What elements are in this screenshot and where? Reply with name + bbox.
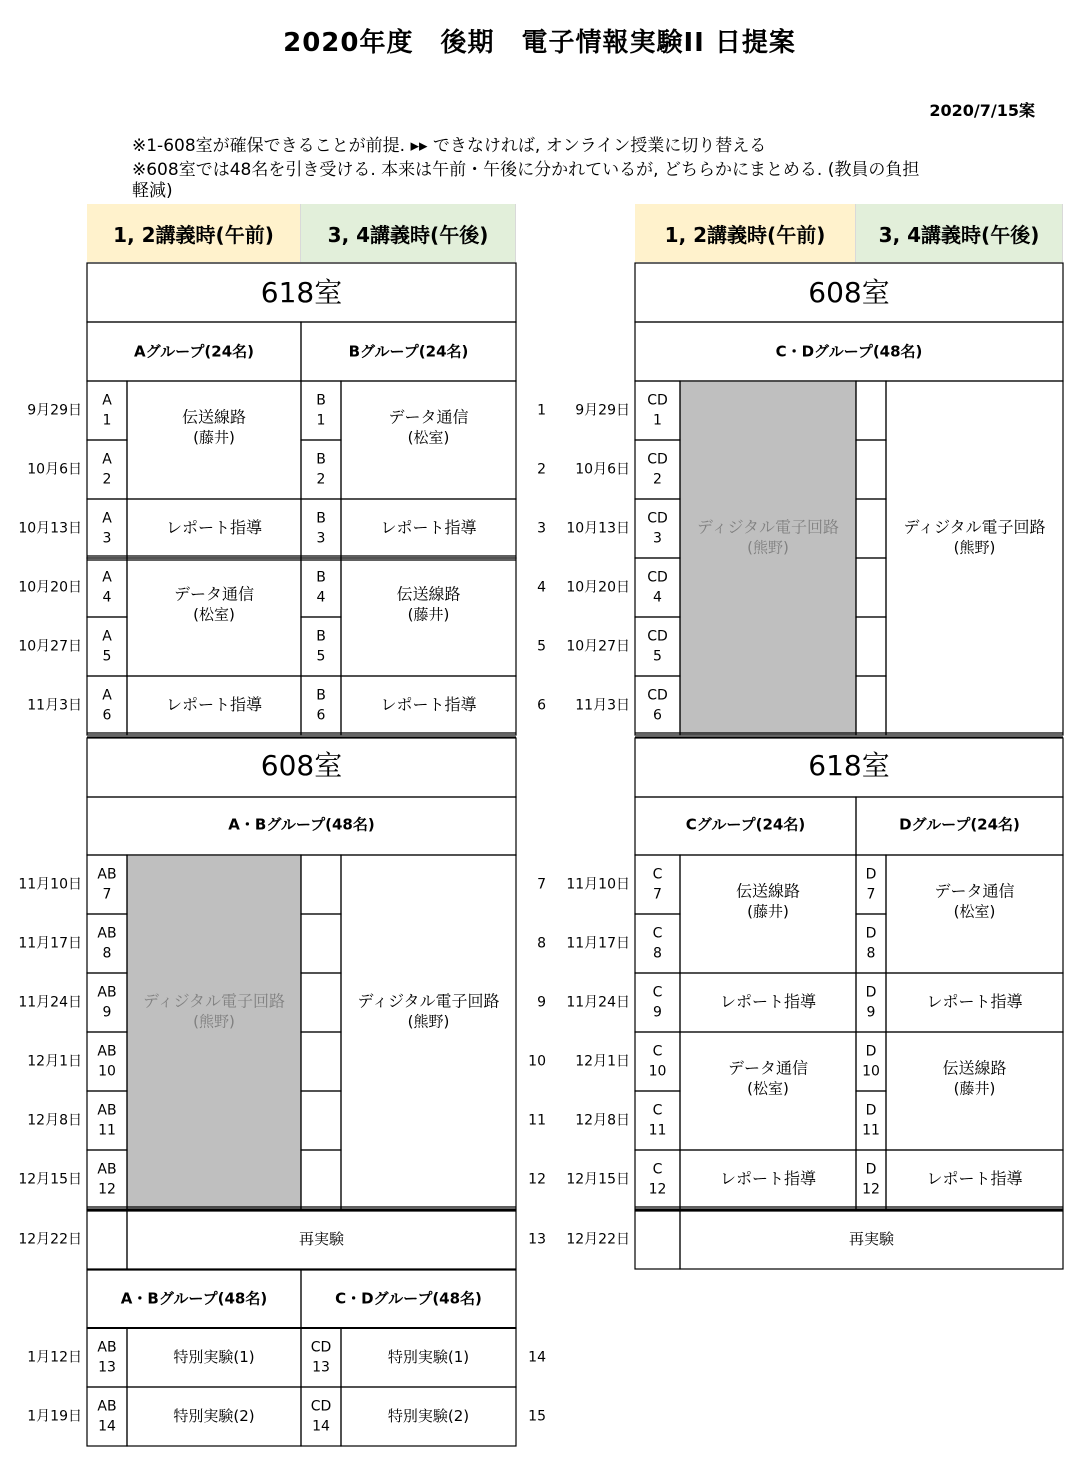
right-c-subject-title: 伝送線路	[735, 881, 801, 901]
code-cell	[635, 558, 680, 617]
d-code-number: 11	[862, 1122, 880, 1139]
right-d-subject-teacher: (藤井)	[953, 1079, 996, 1098]
a-code-number: 6	[102, 707, 112, 724]
b-code-letter: B	[316, 569, 326, 586]
ab-code-letter: AB	[97, 1161, 117, 1178]
blank-cell	[301, 1150, 341, 1209]
right-room1-label: 608室	[808, 276, 890, 309]
date-label: 10月13日	[18, 520, 82, 537]
b-code-letter: B	[316, 628, 326, 645]
c-code-number: 9	[653, 1004, 662, 1021]
b-code-number: 1	[316, 412, 326, 429]
c-code-letter: C	[652, 984, 663, 1001]
code-cell	[87, 1328, 127, 1387]
a-code-number: 2	[102, 471, 112, 488]
code-cell	[856, 1091, 886, 1150]
session-number: 15	[528, 1408, 546, 1425]
session-number: 1	[537, 402, 546, 419]
right-groupD-label: Dグループ(24名)	[899, 815, 1020, 834]
right-c-subject-title: レポート指導	[719, 1169, 817, 1188]
date-label: 12月8日	[575, 1112, 630, 1129]
code-cell	[635, 617, 680, 676]
right-pm-header: 3, 4講義時(午後)	[856, 204, 1063, 262]
d-code-number: 8	[866, 945, 876, 962]
cd-code-number: 3	[653, 530, 662, 547]
code-cell	[635, 381, 680, 440]
session-number: 9	[537, 994, 546, 1011]
special-subject: 特別実験(1)	[387, 1348, 470, 1366]
a-code-letter: A	[102, 569, 112, 586]
code-cell	[301, 558, 341, 617]
a-code-letter: A	[102, 628, 112, 645]
special-cd-code-number: 13	[312, 1359, 330, 1376]
note-line-1: ※1-608室が確保できることが前提. ▸▸ できなければ, オンライン授業に切り替える	[132, 136, 767, 156]
left-b-subject-title: レポート指導	[380, 695, 477, 714]
code-cell	[856, 1150, 886, 1209]
digital-pm-cell	[341, 855, 516, 1209]
a-code-letter: A	[102, 510, 112, 527]
c-code-number: 8	[653, 945, 662, 962]
code-cell	[635, 914, 680, 973]
left-digital-am-teacher: (熊野)	[193, 1012, 235, 1031]
b-code-number: 5	[316, 648, 326, 665]
cd-code-letter: CD	[647, 392, 668, 409]
blank-cell	[856, 440, 886, 499]
blank-cell	[856, 499, 886, 558]
date-label: 1月12日	[27, 1349, 82, 1366]
cd-code-letter: CD	[647, 451, 668, 468]
code-cell	[301, 440, 341, 499]
d-code-letter: D	[865, 925, 877, 942]
a-code-number: 1	[102, 412, 112, 429]
code-cell	[87, 1091, 127, 1150]
cd-code-letter: CD	[647, 569, 668, 586]
blank-cell	[301, 855, 341, 914]
date-label: 10月13日	[566, 520, 630, 537]
digital-am-cell	[127, 855, 301, 1209]
right-c-subject-title: データ通信	[727, 1058, 809, 1078]
a-code-letter: A	[102, 392, 112, 409]
right-d-subject-title: 伝送線路	[942, 1058, 1007, 1078]
cd-code-letter: CD	[647, 687, 668, 704]
b-code-letter: B	[316, 392, 326, 409]
date-label: 11月24日	[566, 994, 630, 1011]
code-cell	[856, 855, 886, 914]
left-groupB-label: Bグループ(24名)	[348, 342, 469, 361]
blank-cell	[301, 914, 341, 973]
date-label: 10月27日	[18, 638, 82, 655]
left-a-subject-title: 伝送線路	[181, 407, 247, 427]
right-digital-am-title: ディジタル電子回路	[696, 517, 840, 537]
left-groupA-label: Aグループ(24名)	[134, 342, 254, 361]
code-cell	[87, 617, 127, 676]
right-groupC-label: Cグループ(24名)	[685, 815, 806, 834]
c-code-number: 11	[648, 1122, 667, 1139]
ab-code-number: 11	[98, 1122, 116, 1139]
special-ab-code-letter: AB	[97, 1398, 117, 1415]
cd-code-letter: CD	[647, 510, 668, 527]
left-a-subject-teacher: (松室)	[193, 605, 235, 624]
left-b-subject-title: レポート指導	[380, 518, 477, 537]
left-b-subject-title: 伝送線路	[396, 584, 461, 604]
ab-code-letter: AB	[97, 1043, 117, 1060]
session-number: 12	[528, 1171, 546, 1188]
b-code-number: 3	[316, 530, 326, 547]
left-am-header: 1, 2講義時(午前)	[87, 204, 301, 262]
right-c-subject-teacher: (藤井)	[747, 902, 789, 921]
cd-code-number: 1	[653, 412, 662, 429]
code-cell	[856, 1032, 886, 1091]
right-groupCD-label: C・Dグループ(48名)	[775, 342, 923, 361]
c-code-number: 12	[648, 1181, 667, 1198]
left-digital-pm-teacher: (熊野)	[407, 1012, 450, 1031]
code-cell	[856, 973, 886, 1032]
session-number: 7	[537, 876, 546, 893]
session-number: 4	[537, 579, 546, 596]
ab-code-letter: AB	[97, 866, 117, 883]
code-cell	[856, 914, 886, 973]
digital-am-cell	[680, 381, 856, 735]
right-d-subject-title: レポート指導	[926, 1169, 1023, 1188]
cd-code-letter: CD	[647, 628, 668, 645]
ab-code-number: 8	[102, 945, 112, 962]
blank-cell	[301, 1032, 341, 1091]
date-label: 1月19日	[27, 1408, 82, 1425]
code-cell	[87, 676, 127, 735]
right-room2-label: 618室	[808, 749, 890, 782]
a-code-letter: A	[102, 451, 112, 468]
right-c-subject-title: レポート指導	[719, 992, 817, 1011]
date-label: 12月8日	[27, 1112, 82, 1129]
special-ab-code-letter: AB	[97, 1339, 117, 1356]
special-ab-code-number: 13	[98, 1359, 116, 1376]
d-code-letter: D	[865, 1161, 877, 1178]
ab-code-letter: AB	[97, 984, 117, 1001]
blank-cell	[635, 1210, 680, 1269]
special-cd-code-letter: CD	[310, 1339, 332, 1356]
left-retest-label: 再実験	[298, 1230, 345, 1248]
left-b-subject-title: データ通信	[388, 407, 469, 427]
date-label: 10月27日	[566, 638, 630, 655]
c-code-letter: C	[652, 925, 663, 942]
c-code-letter: C	[652, 866, 663, 883]
session-number: 2	[537, 461, 546, 478]
code-cell	[301, 617, 341, 676]
code-cell	[87, 855, 127, 914]
date-label: 12月1日	[27, 1053, 82, 1070]
left-room2-label: 608室	[260, 749, 343, 782]
blank-cell	[856, 617, 886, 676]
blank-cell	[301, 1091, 341, 1150]
code-cell	[87, 558, 127, 617]
d-code-number: 7	[866, 886, 876, 903]
code-cell	[301, 1328, 341, 1387]
date-label: 11月10日	[18, 876, 82, 893]
code-cell	[87, 1387, 127, 1446]
date-label: 11月17日	[18, 935, 82, 952]
special-ab-code-number: 14	[98, 1418, 116, 1435]
right-d-subject-title: レポート指導	[926, 992, 1023, 1011]
right-retest-label: 再実験	[848, 1230, 895, 1248]
page-title: 2020年度 後期 電子情報実験II 日提案	[283, 28, 796, 58]
d-code-number: 9	[866, 1004, 876, 1021]
b-code-number: 6	[316, 707, 326, 724]
a-code-letter: A	[102, 687, 112, 704]
date-label: 10月6日	[575, 461, 630, 478]
code-cell	[87, 1032, 127, 1091]
cd-code-number: 4	[653, 589, 662, 606]
session-number: 13	[528, 1231, 546, 1248]
right-c-subject-teacher: (松室)	[747, 1079, 789, 1098]
cd-code-number: 6	[653, 707, 662, 724]
left-pm-header: 3, 4講義時(午後)	[301, 204, 516, 262]
c-code-number: 7	[653, 886, 662, 903]
left-a-subject-teacher: (藤井)	[193, 428, 235, 447]
revision-date: 2020/7/15案	[929, 101, 1035, 120]
code-cell	[87, 973, 127, 1032]
session-number: 3	[537, 520, 546, 537]
b-code-number: 4	[316, 589, 326, 606]
ab-code-letter: AB	[97, 1102, 117, 1119]
code-cell	[301, 1387, 341, 1446]
blank-cell	[856, 381, 886, 440]
date-label: 12月22日	[566, 1231, 630, 1248]
left-b-subject-teacher: (藤井)	[407, 605, 450, 624]
special-subject: 特別実験(2)	[387, 1407, 470, 1425]
date-label: 12月1日	[575, 1053, 630, 1070]
left-digital-am-title: ディジタル電子回路	[142, 991, 286, 1011]
b-code-letter: B	[316, 687, 326, 704]
right-digital-pm-title: ディジタル電子回路	[903, 517, 1046, 537]
code-cell	[635, 855, 680, 914]
d-code-letter: D	[865, 866, 877, 883]
date-label: 12月22日	[18, 1231, 82, 1248]
special-cd-code-letter: CD	[310, 1398, 332, 1415]
special-cd-code-number: 14	[312, 1418, 330, 1435]
a-code-number: 3	[102, 530, 112, 547]
left-a-subject-title: レポート指導	[165, 518, 263, 537]
code-cell	[301, 499, 341, 558]
code-cell	[87, 440, 127, 499]
right-digital-am-teacher: (熊野)	[747, 538, 789, 557]
c-code-number: 10	[648, 1063, 667, 1080]
b-code-number: 2	[316, 471, 326, 488]
ab-code-number: 9	[102, 1004, 112, 1021]
ab-code-number: 7	[102, 886, 112, 903]
date-label: 12月15日	[18, 1171, 82, 1188]
code-cell	[635, 499, 680, 558]
left-b-subject-teacher: (松室)	[407, 428, 450, 447]
session-number: 10	[528, 1053, 546, 1070]
ab-code-number: 12	[98, 1181, 116, 1198]
session-number: 6	[537, 697, 546, 714]
d-code-letter: D	[865, 1102, 877, 1119]
left-digital-pm-title: ディジタル電子回路	[357, 991, 500, 1011]
right-am-header: 1, 2講義時(午前)	[635, 204, 856, 262]
c-code-letter: C	[652, 1161, 663, 1178]
d-code-number: 12	[862, 1181, 880, 1198]
special-groupAB-label: A・Bグループ(48名)	[120, 1289, 268, 1308]
code-cell	[301, 381, 341, 440]
ab-code-letter: AB	[97, 925, 117, 942]
c-code-letter: C	[652, 1102, 663, 1119]
a-code-number: 5	[102, 648, 112, 665]
date-label: 10月20日	[18, 579, 82, 596]
left-a-subject-title: レポート指導	[165, 695, 263, 714]
session-number: 5	[537, 638, 546, 655]
session-number: 8	[537, 935, 546, 952]
cd-code-number: 2	[653, 471, 662, 488]
special-subject: 特別実験(2)	[173, 1407, 255, 1425]
code-cell	[87, 914, 127, 973]
code-cell	[635, 973, 680, 1032]
date-label: 11月17日	[566, 935, 630, 952]
c-code-letter: C	[652, 1043, 663, 1060]
blank-cell	[301, 973, 341, 1032]
code-cell	[87, 1150, 127, 1209]
date-label: 9月29日	[27, 402, 82, 419]
code-cell	[635, 440, 680, 499]
b-code-letter: B	[316, 451, 326, 468]
date-label: 11月3日	[27, 697, 82, 714]
special-subject: 特別実験(1)	[173, 1348, 255, 1366]
blank-cell	[87, 1210, 127, 1269]
date-label: 11月24日	[18, 994, 82, 1011]
code-cell	[301, 676, 341, 735]
session-number: 11	[528, 1112, 546, 1129]
special-groupCD-label: C・Dグループ(48名)	[335, 1289, 482, 1308]
date-label: 10月20日	[566, 579, 630, 596]
note-line-2: ※608室では48名を引き受ける. 本来は午前・午後に分かれているが, どちらかにまとめる. (教員の負担	[132, 160, 920, 180]
d-code-letter: D	[865, 1043, 877, 1060]
d-code-number: 10	[862, 1063, 880, 1080]
cd-code-number: 5	[653, 648, 662, 665]
d-code-letter: D	[865, 984, 877, 1001]
date-label: 11月10日	[566, 876, 630, 893]
code-cell	[635, 1150, 680, 1209]
code-cell	[87, 499, 127, 558]
b-code-letter: B	[316, 510, 326, 527]
code-cell	[635, 1091, 680, 1150]
left-groupAB-label: A・Bグループ(48名)	[228, 815, 375, 834]
right-digital-pm-teacher: (熊野)	[953, 538, 996, 557]
date-label: 9月29日	[575, 402, 630, 419]
blank-cell	[856, 558, 886, 617]
note-line-3: 軽減)	[132, 181, 173, 201]
ab-code-number: 10	[98, 1063, 116, 1080]
code-cell	[635, 676, 680, 735]
right-d-subject-teacher: (松室)	[953, 902, 996, 921]
code-cell	[87, 381, 127, 440]
session-number: 14	[528, 1349, 546, 1366]
date-label: 12月15日	[566, 1171, 630, 1188]
code-cell	[635, 1032, 680, 1091]
date-label: 11月3日	[575, 697, 630, 714]
right-d-subject-title: データ通信	[934, 881, 1015, 901]
left-room1-label: 618室	[260, 276, 343, 309]
digital-pm-cell	[886, 381, 1063, 735]
left-a-subject-title: データ通信	[173, 584, 255, 604]
blank-cell	[856, 676, 886, 735]
date-label: 10月6日	[27, 461, 82, 478]
a-code-number: 4	[102, 589, 112, 606]
